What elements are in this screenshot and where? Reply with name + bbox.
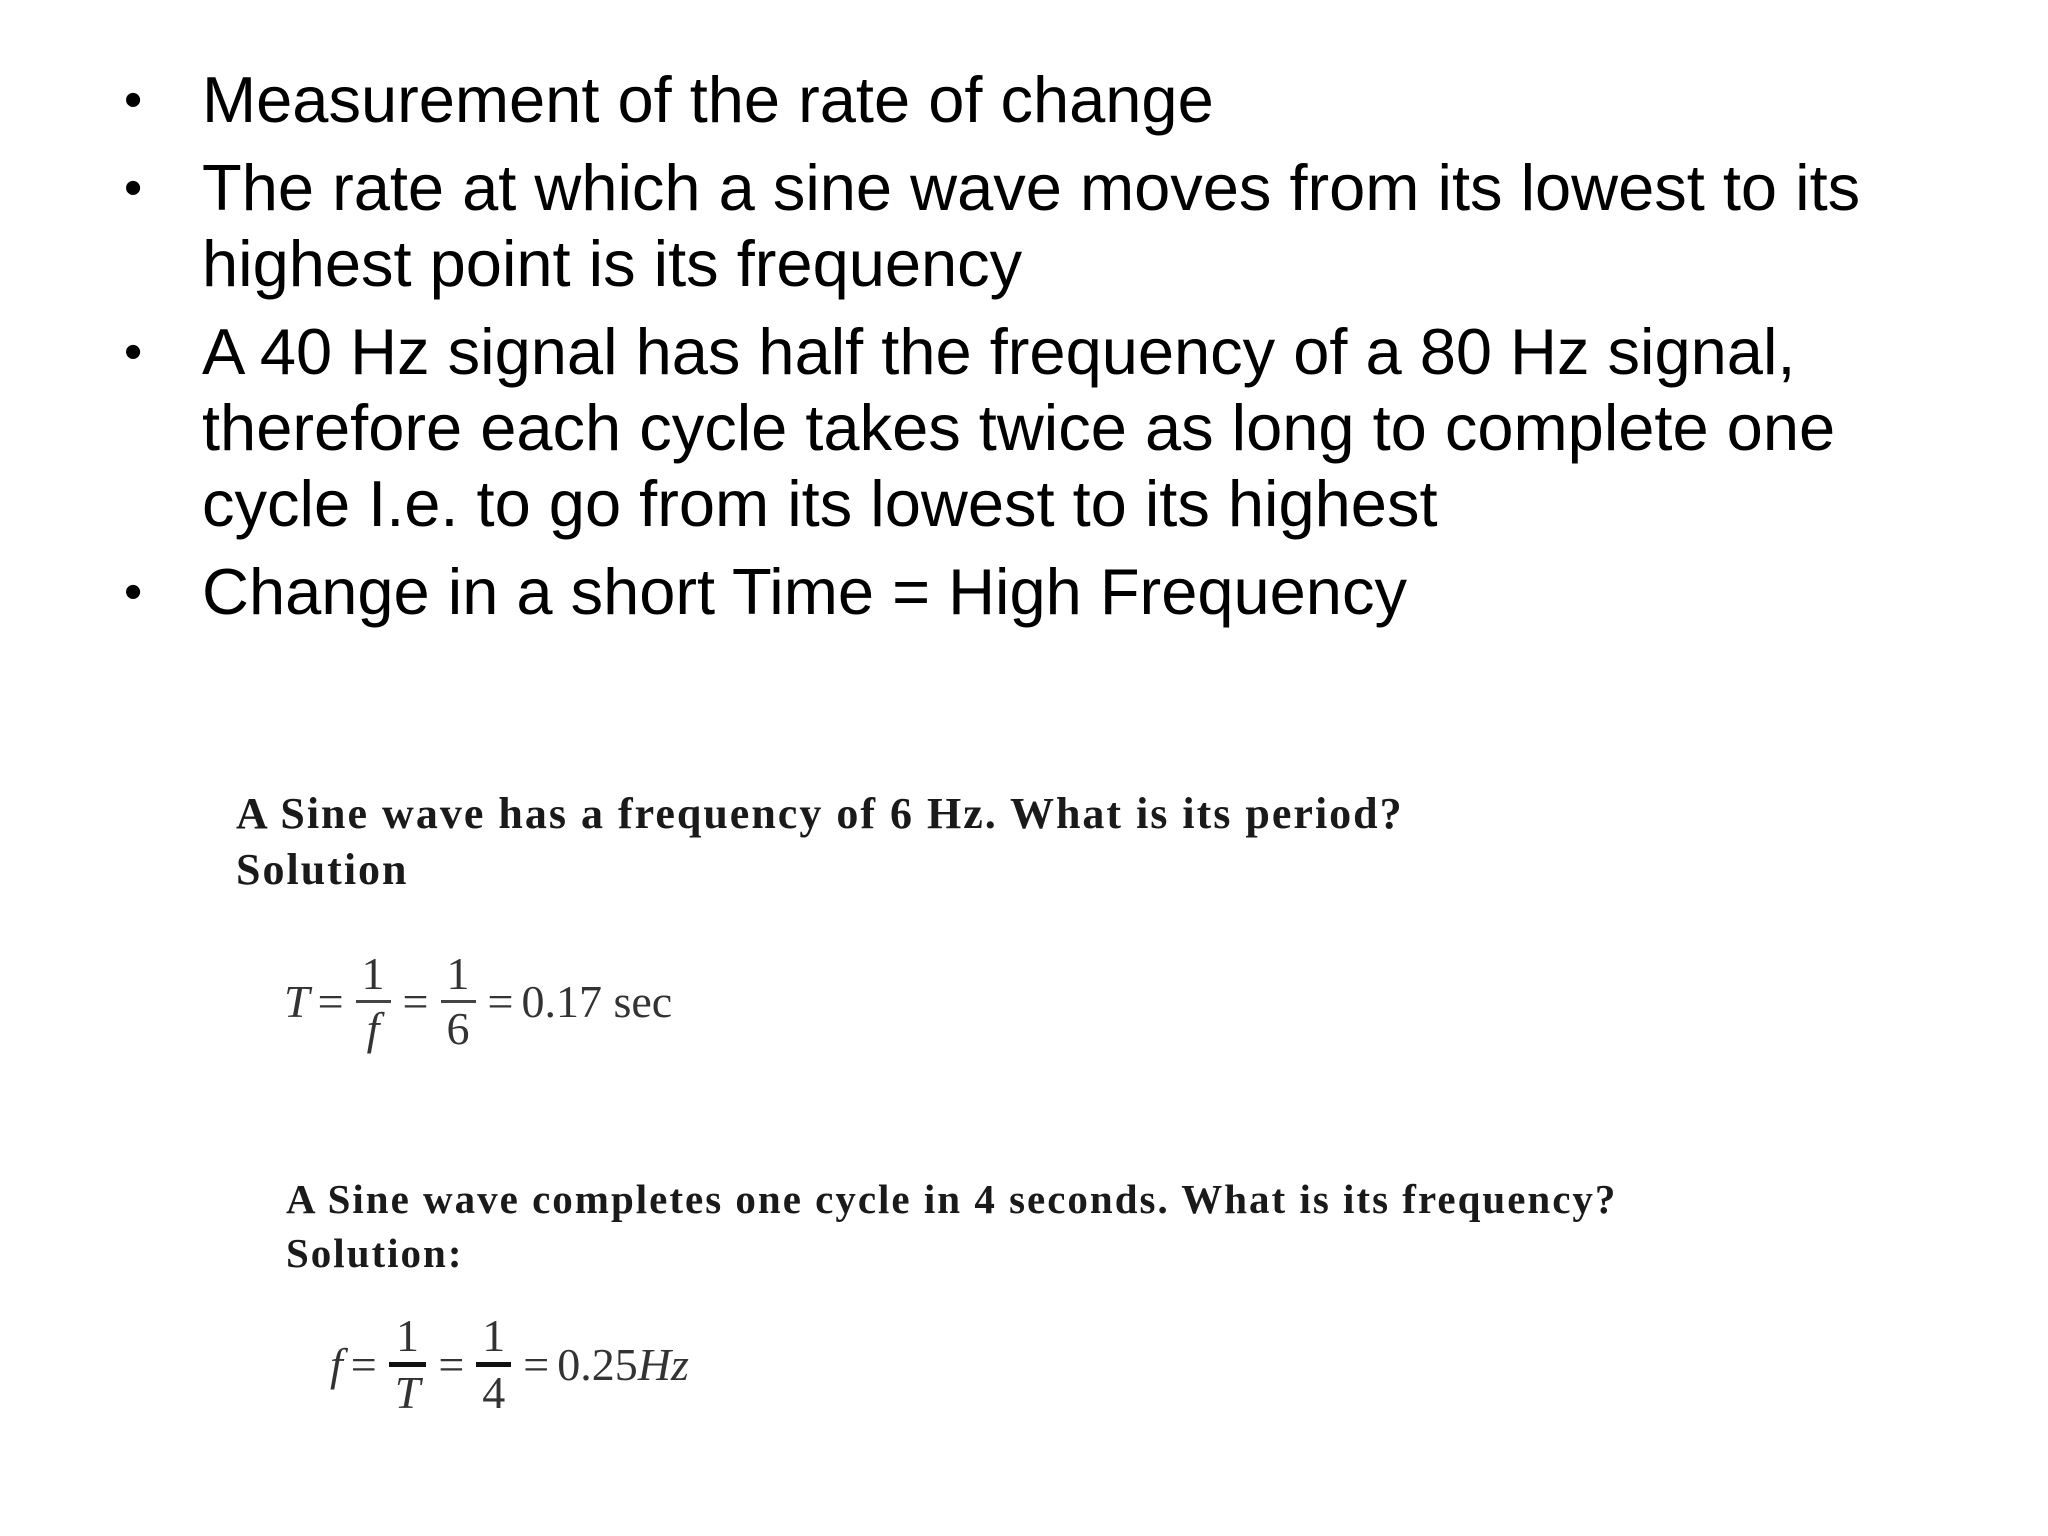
bullet-text: Measurement of the rate of change — [202, 63, 1214, 136]
equals-sign: = — [523, 1339, 550, 1390]
fraction-denominator: 4 — [482, 1367, 506, 1418]
equals-sign: = — [402, 976, 429, 1027]
period-formula — [284, 948, 672, 1055]
example-period — [236, 786, 1404, 898]
fraction-numerator: 1 — [396, 1310, 420, 1361]
equals-sign: = — [317, 976, 344, 1027]
bullet-marker: • — [124, 323, 143, 381]
fraction — [441, 948, 476, 1055]
fraction-denominator: T — [394, 1367, 421, 1418]
example-solution-label: Solution — [236, 845, 409, 894]
fraction — [389, 1310, 427, 1419]
fraction-numerator: 1 — [482, 1310, 506, 1361]
fraction-denominator: f — [366, 1003, 380, 1054]
fraction-numerator: 1 — [446, 948, 470, 999]
bullet-list — [124, 62, 1984, 642]
equals-sign: = — [487, 976, 514, 1027]
bullet-item — [124, 314, 1984, 542]
bullet-item — [124, 554, 1984, 630]
formula-lhs: f — [330, 1339, 343, 1390]
formula-result-unit: Hz — [637, 1339, 689, 1390]
bullet-marker: • — [124, 71, 143, 129]
example-question: A Sine wave completes one cycle in 4 seconds. What is its frequency? — [286, 1176, 1618, 1222]
bullet-text: A 40 Hz signal has half the frequency of a 80 Hz signal, therefore each cycle takes twice as long to complete one cycle I.e. to go from its lowest to its highest — [202, 315, 1836, 540]
fraction — [476, 1310, 511, 1419]
bullet-marker: • — [124, 159, 143, 217]
example-frequency — [286, 1172, 1617, 1280]
fraction-denominator: 6 — [446, 1003, 470, 1054]
example-question: A Sine wave has a frequency of 6 Hz. What is its period? — [236, 789, 1404, 838]
formula-result: 0.17 sec — [521, 976, 673, 1027]
fraction-numerator: 1 — [361, 948, 385, 999]
equals-sign: = — [350, 1339, 377, 1390]
formula-result-value: 0.25 — [557, 1339, 638, 1390]
example-solution-label: Solution: — [286, 1230, 464, 1276]
formula-lhs: T — [284, 976, 310, 1027]
bullet-item — [124, 150, 1984, 302]
bullet-marker: • — [124, 563, 143, 621]
bullet-item — [124, 62, 1984, 138]
equals-sign: = — [438, 1339, 465, 1390]
frequency-formula — [330, 1310, 689, 1419]
bullet-text: Change in a short Time = High Frequency — [202, 555, 1407, 628]
fraction — [356, 948, 391, 1055]
bullet-text: The rate at which a sine wave moves from its lowest to its highest point is its frequency — [202, 151, 1861, 300]
